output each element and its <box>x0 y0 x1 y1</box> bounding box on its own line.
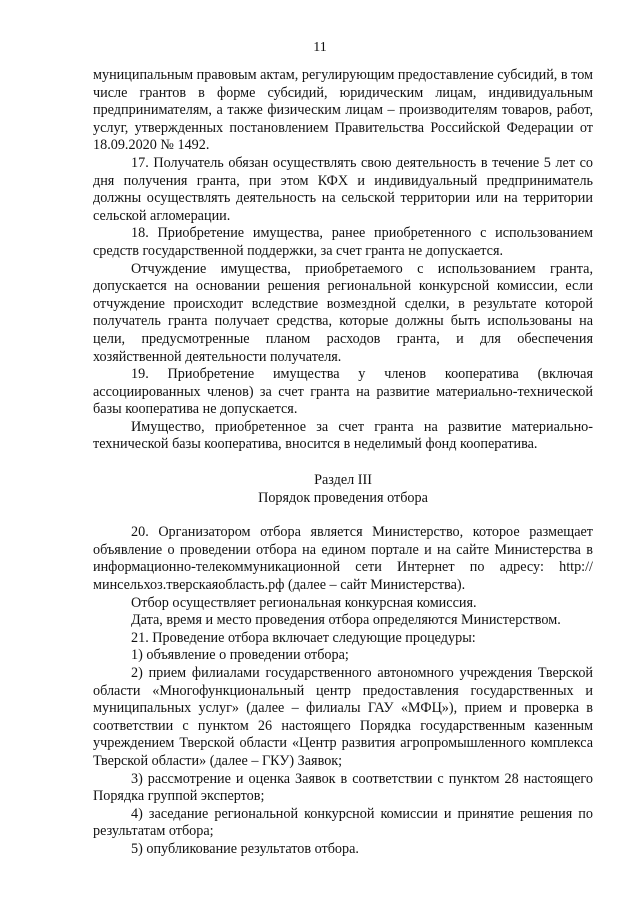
paragraph-continuation: муниципальным правовым актам, регулирующим предоставление субсидий, в том числе грантов в форме субсидий, юридическим лицам, индивидуальным предпринимателям, а также физическим лицам – производителям товаров, работ, услуг, утвержденных постановлением Правительства Российской Федерации от 18.09.2020 № 1492. <box>93 67 593 154</box>
spacer <box>93 507 593 524</box>
paragraph-20-date: Дата, время и место проведения отбора определяются Министерством. <box>131 612 561 629</box>
list-item-1: 1) объявление о проведении отбора; <box>131 647 349 664</box>
paragraph-20: 20. Организатором отбора является Министерство, которое размещает объявление о проведении отбора на едином портале и на сайте Министерства в информационно-телекоммуникационной сети Интернет по адресу: http://минсельхоз.тверскаяобласть.рф (далее – сайт Министерства). <box>93 524 593 594</box>
list-item-2: 2) прием филиалами государственного автономного учреждения Тверской области «Многофункциональный центр предоставления государственных и муниципальных услуг» (далее – филиалы ГАУ «МФЦ»), прием и проверка в соответствии с пунктом 26 настоящего Порядка государственным казенным учреждением Тверской области «Центр развития агропромышленного комплекса Тверской области» (далее – ГКУ) Заявок; <box>93 665 593 769</box>
list-item-4: 4) заседание региональной конкурсной комиссии и принятие решения по результатам отбора; <box>93 805 593 840</box>
section-number: Раздел III <box>314 472 372 489</box>
paragraph-19: 19. Приобретение имущества у членов кооператива (включая ассоциированных членов) за счет гранта на развитие материально-технической базы кооператива не допускается. <box>93 366 593 418</box>
list-item-3: 3) рассмотрение и оценка Заявок в соответствии с пунктом 28 настоящего Порядка группой экспертов; <box>93 770 593 805</box>
paragraph-20-commission: Отбор осуществляет региональная конкурсная комиссия. <box>131 594 477 611</box>
paragraph-19-property: Имущество, приобретенное за счет гранта на развитие материально-технической базы кооператива, вносится в неделимый фонд кооператива. <box>93 418 593 453</box>
list-item-5: 5) опубликование результатов отбора. <box>131 840 359 857</box>
page-number: 11 <box>313 40 327 55</box>
document-body <box>93 67 593 859</box>
section-title: Порядок проведения отбора <box>258 489 428 506</box>
paragraph-21: 21. Проведение отбора включает следующие процедуры: <box>131 629 476 646</box>
paragraph-18: 18. Приобретение имущества, ранее приобретенного с использованием средств государственной поддержки, за счет гранта не допускается. <box>93 225 593 259</box>
paragraph-18-alienation: Отчуждение имущества, приобретаемого с использованием гранта, допускается на основании решения региональной конкурсной комиссии, если отчуждение происходит вследствие возмездной сделки, в результате которой получатель гранта получает средства, которые должны быть использованы на цели, предусмотренные планом расходов гранта, и для обеспечения хозяйственной деятельности получателя. <box>93 260 593 365</box>
spacer <box>93 454 593 472</box>
paragraph-17: 17. Получатель обязан осуществлять свою деятельность в течение 5 лет со дня получения гранта, при этом КФХ и индивидуальный предприниматель должны осуществлять деятельность на сельской территории или на территории сельской агломерации. <box>93 154 593 224</box>
